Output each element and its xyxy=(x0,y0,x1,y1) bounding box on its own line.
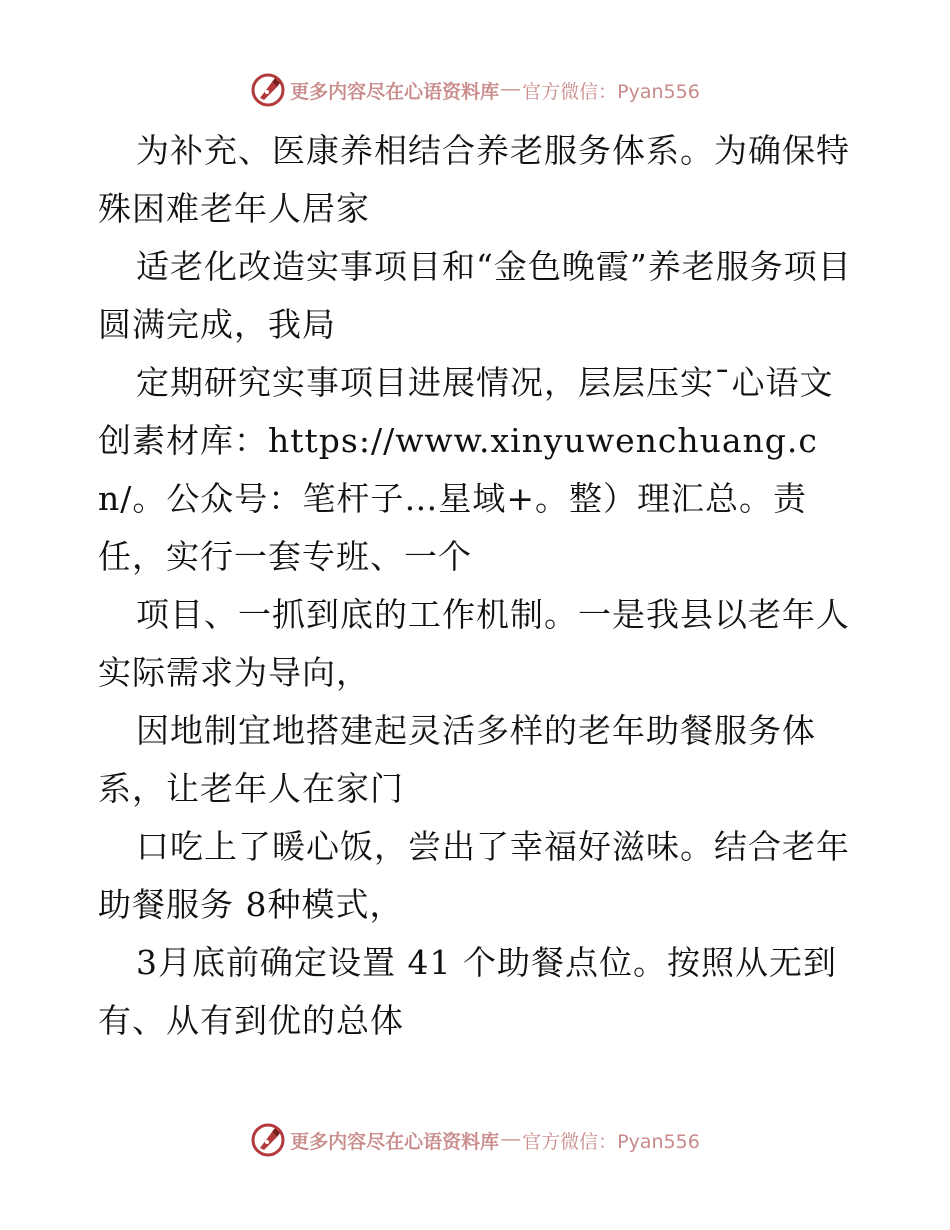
pen-nib-logo-icon xyxy=(250,1122,286,1158)
paragraph-2: 适老化改造实事项目和“金色晚霞”养老服务项目圆满完成，我局 xyxy=(98,247,852,344)
header-banner-contact: 官方微信：Pyan556 xyxy=(522,80,700,103)
document-body xyxy=(98,122,858,1050)
header-banner-dash: — xyxy=(501,79,521,100)
footer-banner-contact: 官方微信：Pyan556 xyxy=(522,1130,700,1153)
footer-banner-dash: — xyxy=(501,1129,521,1150)
pen-nib-logo-icon xyxy=(250,72,286,108)
header-banner-text: 更多内容尽在心语资料库 xyxy=(290,80,500,103)
paragraph-5: 因地制宜地搭建起灵活多样的老年助餐服务体系，让老年人在家门 xyxy=(98,711,816,808)
header-banner xyxy=(0,70,950,110)
paragraph-3: 定期研究实事项目进展情况，层层压实¯心语文创素材库：https://www.xinyuwenchuang.cn/。公众号：笔杆子…星域+。整）理汇总。责任，实行一套专班、一个 xyxy=(98,363,834,576)
footer-banner-text: 更多内容尽在心语资料库 xyxy=(290,1130,500,1153)
paragraph-1: 为补充、医康养相结合养老服务体系。为确保特殊困难老年人居家 xyxy=(98,131,850,228)
footer-banner xyxy=(0,1120,950,1160)
paragraph-6: 口吃上了暖心饭，尝出了幸福好滋味。结合老年助餐服务 8种模式， xyxy=(98,827,850,924)
paragraph-7: 3月底前确定设置 41 个助餐点位。按照从无到有、从有到优的总体 xyxy=(98,943,837,1040)
paragraph-4: 项目、一抓到底的工作机制。一是我县以老年人实际需求为导向， xyxy=(98,595,850,692)
